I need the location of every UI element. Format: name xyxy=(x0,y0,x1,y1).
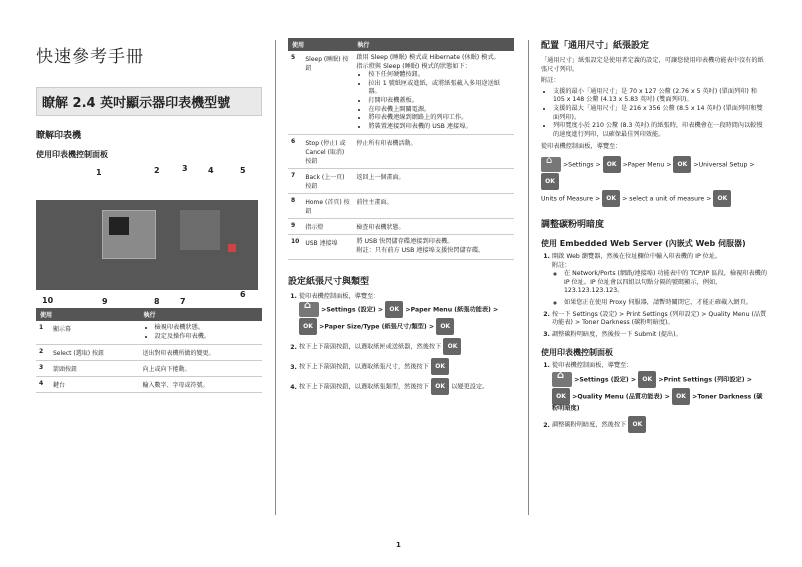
ok-button-icon: OK xyxy=(431,378,449,395)
display-screen xyxy=(102,210,156,259)
ok-button-icon: OK xyxy=(436,318,454,335)
table-row: 2 Select (選取) 按鈕 送出對印表機所做的變更。 xyxy=(36,345,262,361)
table-row: 3 箭頭按鈕 向上或向下捲動。 xyxy=(36,361,262,377)
callout-5: 5 xyxy=(240,166,246,175)
heading-universal-size: 配置「通用尺寸」紙張設定 xyxy=(541,41,650,51)
callout-1: 1 xyxy=(96,168,102,177)
heading-paper-size-type: 設定紙張尺寸與類型 xyxy=(288,276,370,287)
table-row: 1 顯示幕 • 檢視印表機狀態。 • 設定及操作印表機。 xyxy=(36,321,262,345)
ok-button-icon: OK xyxy=(603,156,621,173)
table-header-use: 使用 xyxy=(36,308,140,321)
ok-button-icon: OK xyxy=(672,388,690,405)
heading-toner-darkness: 調整碳粉明暗度 xyxy=(541,219,605,230)
column-divider-2 xyxy=(528,40,529,515)
callout-4: 4 xyxy=(208,166,214,175)
table-row: 6 Stop (停止) 或 Cancel (取消) 按鈕 停止所有印表機活動。 xyxy=(288,135,514,169)
heading-control-panel: 使用印表機控制面板 xyxy=(36,150,108,159)
home-icon xyxy=(299,302,319,317)
callout-3: 3 xyxy=(182,164,188,173)
page-title: 快速參考手冊 xyxy=(36,47,144,67)
ok-button-icon: OK xyxy=(628,416,646,433)
ok-button-icon: OK xyxy=(385,301,403,318)
column-divider-1 xyxy=(275,40,276,515)
callout-8: 8 xyxy=(154,297,160,306)
callout-10: 10 xyxy=(42,296,54,305)
table-row: 7 Back (上一頁) 按鈕 返回上一個畫面。 xyxy=(288,169,514,194)
section-bar: 瞭解 2.4 英吋顯示器印表機型號 xyxy=(36,87,262,116)
table-row: 4 鍵台 輸入數字、字母或符號。 xyxy=(36,377,262,393)
ok-button-icon: OK xyxy=(552,388,570,405)
table-row: 10 USB 連接埠 將 USB 快閃儲存碟連接到印表機。 附註：只有前方 USB 連接埠支援快閃儲存碟。 xyxy=(288,235,514,259)
callout-6: 6 xyxy=(240,290,246,299)
callout-9: 9 xyxy=(102,297,108,306)
column-2 xyxy=(288,38,514,399)
home-icon xyxy=(541,157,561,172)
printer-control-panel-illustration xyxy=(36,164,258,306)
ok-button-icon: OK xyxy=(638,371,656,388)
column-1 xyxy=(36,38,262,393)
ok-button-icon: OK xyxy=(713,190,731,207)
ok-button-icon: OK xyxy=(299,318,317,335)
table-row: 8 Home (首頁) 按鈕 前往主畫面。 xyxy=(288,194,514,219)
ok-button-icon: OK xyxy=(541,173,559,190)
control-panel-table-part1 xyxy=(36,308,262,393)
ok-button-icon: OK xyxy=(431,358,449,375)
table-row: 5 Sleep (睡眠) 按鈕 啟用 Sleep (睡眠) 模式或 Hibernate (休眠) 模式。 指示燈與 Sleep (睡眠) 模式的狀態如下： • 按下任何硬體按鈕。 • 拉出 1 號紙匣或進紙，或將紙張載入多用途送紙器。 • 打開印表機蓋板。 • 在印表機上開關電源。 • 將印表機連線到網路上的列印工作。 • 將裝置連接到印表機的 USB 連接埠。 xyxy=(288,51,514,135)
keypad xyxy=(180,210,220,250)
heading-learn-printer: 瞭解印表機 xyxy=(36,131,82,141)
callout-7: 7 xyxy=(180,297,186,306)
ok-button-icon: OK xyxy=(673,156,691,173)
stop-button-illustration xyxy=(228,244,236,252)
page-number: 1 xyxy=(396,541,401,549)
control-panel-table-part2: 使用 執行 5 Sleep (睡眠) 按鈕 啟用 Sleep (睡眠) 模式或 Hibernate (休眠) 模式。 指示燈與 Sleep (睡眠) 模式的狀態如下： • 按下任何硬體按鈕。 • 拉出 1 號紙匣或進紙，或將紙張載入多用途送紙器。 • 打開印表機蓋板。 • 在印表機上開關電源。 • 將印表機連線到網路上的列印工作。 • 將裝置連接到印表機的 USB 連接埠。 6 Stop (停止) 或 Cancel (取消) 按鈕 停止所有印表機活動。 7 Back (上一頁) 按鈕 返回上一個畫面。 8 Home (首頁) 按鈕 前往主畫面。 9 指示燈 檢查印表機狀態。 10 USB 連接埠 將 USB 快閃儲存碟連接到印表機。 附註：只有前方 USB 連接埠支援快閃儲存碟。 xyxy=(288,38,514,260)
heading-control-panel-2: 使用印表機控制面板 xyxy=(541,348,613,358)
ok-button-icon: OK xyxy=(443,338,461,355)
column-3: 配置「通用尺寸」紙張設定 「通用尺寸」紙張設定是使用者定義的設定，可讓您使用印表機功能表中沒有的紙張尺寸列印。 附註： • 支援的最小「通用尺寸」是 70 x 127 公釐 (2.76 x 5 英吋) (單面列印) 和 105 x 148 公釐 (4.13 x 5.83 英吋) (雙面列印)。 • 支援的最大「通用尺寸」是 216 x 356 公釐 (8.5 x 14 英吋) (單面列印和雙面列印)。 • 列印寬度小於 210 公釐 (8.3 英吋) 的紙張時，印表機會在一段時間內以較慢的速度進行列印，以確保最佳列印效能。 從印表機控制面板，導覽至： ⌂ >Settings > OK >Paper Menu > OK >Universal Setup > OK Units of Measure > OK > select a unit of measure > OK 調整碳粉明暗度 使用 Embedded Web Server (內嵌式 Web 伺服器) 1. 開啟 Web 瀏覽器，然後在位址欄位中輸入印表機的 IP 位址。 附註： ◦ 在 Network/Ports (網路/連接埠) 功能表中的 TCP/IP 區段，檢視印表機的 IP 位址。IP 位址會以四組以句點分隔的號碼顯示，例如，123.123.123.123。 ◦ 如果您正在使用 Proxy 伺服器，請暫時關閉它，才能正確載入網頁。 2. 按一下 Settings (設定) > Print Settings (列印設定) > Quality Menu (品質功能表) > Toner Darkness (碳粉明暗度)。 3. 調整碳粉明暗度，然後按一下 Submit (提出)。 使用印表機控制面板 1. 從印表機控制面板，導覽至： ⌂ >Settings (設定) > OK >Print Settings (列印設定) > OK >Quality Menu (品質功能表) > OK >Toner Darkness (碳粉明暗度) 2. 調整碳粉明暗度，然後按下 OK xyxy=(541,38,767,437)
table-header-do: 執行 xyxy=(140,308,263,321)
paper-steps: 1. 從印表機控制面板，導覽至： ⌂ >Settings (設定) > OK >Paper Menu (紙張功能表) > OK >Paper Size/Type (紙張尺寸/類型) > OK 2. 按下上下箭頭按鈕，以選取紙匣或送紙器，然後按下 OK 3. 按下上下箭頭按鈕，以選取紙張尺寸，然後按下 OK 4. 按下上下箭頭按鈕，以選取紙張類型，然後按下 OK 以變更設定。 xyxy=(288,293,514,396)
home-icon xyxy=(552,372,572,387)
heading-ews: 使用 Embedded Web Server (內嵌式 Web 伺服器) xyxy=(541,238,746,248)
callout-2: 2 xyxy=(154,166,160,175)
table-row: 9 指示燈 檢查印表機狀態。 xyxy=(288,219,514,235)
ok-button-icon: OK xyxy=(602,190,620,207)
